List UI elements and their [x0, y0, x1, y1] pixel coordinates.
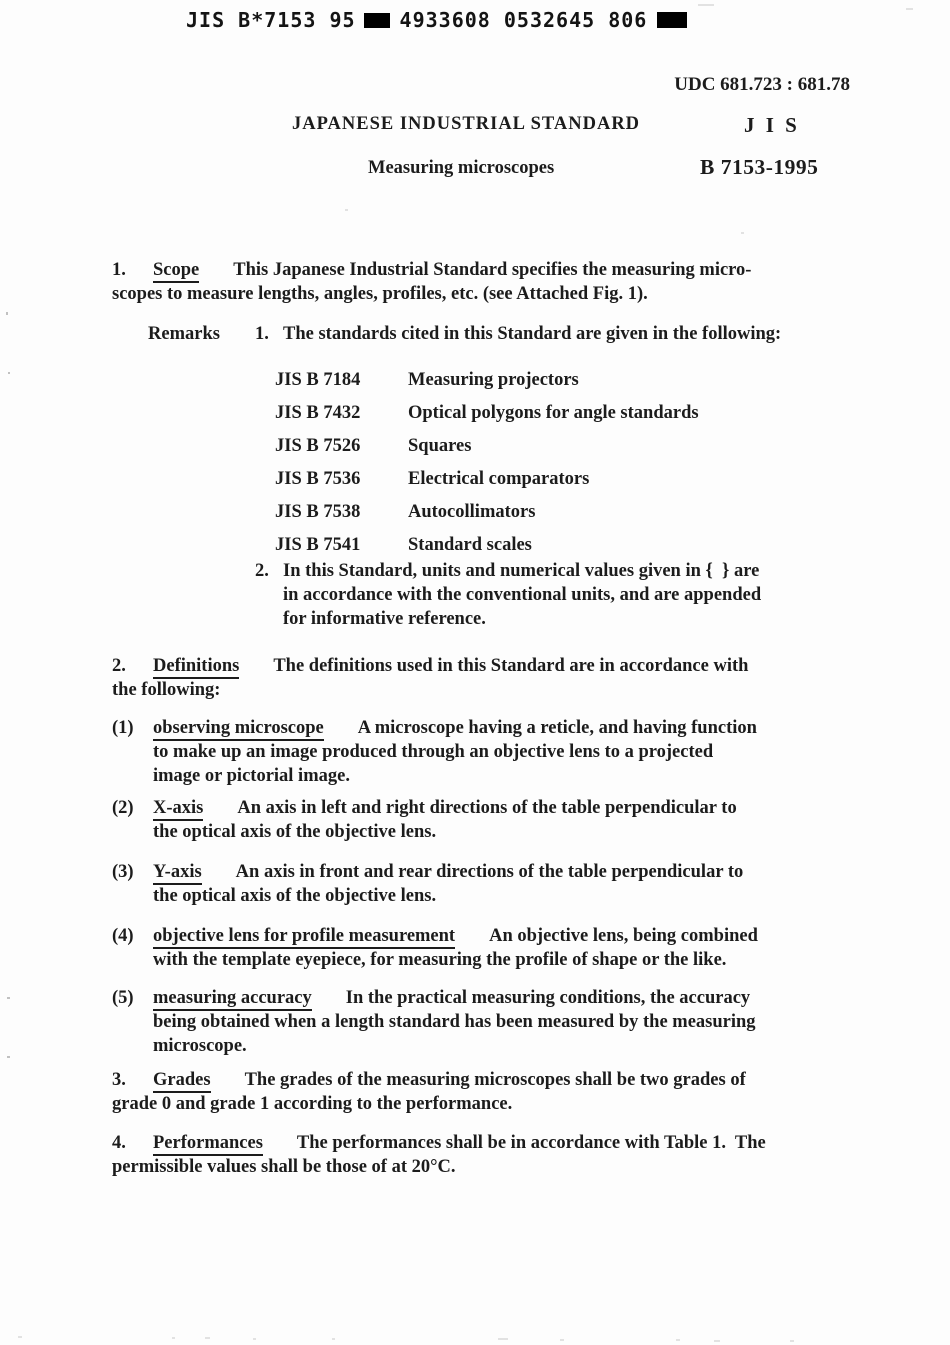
- scan-header-left-code: JIS B*7153 95: [186, 8, 356, 32]
- page-title: Measuring microscopes: [368, 158, 555, 178]
- section-text: The grades of the measuring microscopes shall be two grades of: [244, 1070, 746, 1090]
- item-number: (2): [112, 798, 134, 818]
- item-number: (1): [112, 718, 134, 738]
- standard-code: JIS B 7541: [275, 535, 361, 555]
- list-item: [275, 496, 699, 529]
- defined-term: observing microscope: [153, 718, 324, 741]
- scan-speck: [205, 1337, 210, 1339]
- scan-speck: [741, 232, 744, 234]
- remark-text: for informative reference.: [283, 609, 486, 629]
- section-text: The performances shall be in accordance with Table 1. The: [296, 1133, 766, 1153]
- remarks-item-2: [255, 559, 761, 631]
- section-text: scopes to measure lengths, angles, profiles, etc. (see Attached Fig. 1).: [112, 284, 648, 304]
- standard-title: Autocollimators: [408, 502, 536, 522]
- item-number: (5): [112, 988, 134, 1008]
- scan-speck: [332, 1338, 335, 1340]
- standard-label: JAPANESE INDUSTRIAL STANDARD: [292, 114, 641, 134]
- definition-item-3: [112, 860, 743, 908]
- remarks-label: Remarks: [148, 324, 220, 344]
- definition-text: to make up an image produced through an objective lens to a projected: [153, 742, 714, 762]
- list-item: [275, 364, 699, 397]
- standard-title: Optical polygons for angle standards: [408, 403, 699, 423]
- definition-item-4: [112, 924, 758, 972]
- definition-item-1: [112, 716, 757, 788]
- defined-term: measuring accuracy: [153, 988, 312, 1011]
- scan-speck: [498, 1338, 508, 1340]
- scan-speck: [790, 1340, 794, 1342]
- section-number: 2.: [112, 656, 126, 676]
- scan-speck: [172, 1337, 175, 1339]
- definition-item-5: [112, 986, 756, 1058]
- remark-text: In this Standard, units and numerical values given in { } are: [283, 561, 760, 581]
- section-definitions: [112, 654, 748, 702]
- section-heading: Performances: [153, 1133, 263, 1156]
- section-text: grade 0 and grade 1 according to the performance.: [112, 1094, 513, 1114]
- scan-header-right-code: 4933608 0532645 806: [399, 8, 648, 32]
- standard-code: JIS B 7432: [275, 403, 361, 423]
- section-heading: Scope: [153, 260, 199, 283]
- item-number: (4): [112, 926, 134, 946]
- standard-code: JIS B 7538: [275, 502, 361, 522]
- scan-speck: [698, 4, 714, 6]
- definition-text: with the template eyepiece, for measuring the profile of shape or the like.: [153, 950, 727, 970]
- section-heading: Definitions: [153, 656, 239, 679]
- standard-title: Standard scales: [408, 535, 532, 555]
- section-performances: [112, 1131, 766, 1179]
- remark-number: 2.: [255, 561, 269, 581]
- udc-classification: UDC 681.723 : 681.78: [674, 74, 850, 95]
- scan-speck: [345, 209, 348, 211]
- standard-title: Measuring projectors: [408, 370, 579, 390]
- section-number: 3.: [112, 1070, 126, 1090]
- defined-term: Y-axis: [153, 862, 202, 885]
- standard-title: Squares: [408, 436, 472, 456]
- scan-header-line: [186, 8, 687, 32]
- definition-text: being obtained when a length standard has been measured by the measuring: [153, 1012, 756, 1032]
- definition-item-2: [112, 796, 737, 844]
- remark-text: in accordance with the conventional units, and are appended: [283, 585, 762, 605]
- standard-code: JIS B 7536: [275, 469, 361, 489]
- list-item: [275, 430, 699, 463]
- defined-term: X-axis: [153, 798, 203, 821]
- remarks-item-1: [148, 322, 781, 346]
- section-heading: Grades: [153, 1070, 211, 1093]
- filled-block-icon: [364, 13, 390, 28]
- list-item: [275, 529, 699, 562]
- standard-title: Electrical comparators: [408, 469, 590, 489]
- remark-number: 1.: [255, 324, 269, 344]
- definition-text: An axis in left and right directions of the table perpendicular to: [237, 798, 737, 818]
- remark-text: The standards cited in this Standard are given in the following:: [283, 324, 782, 344]
- scan-speck: [560, 1339, 564, 1341]
- definition-text: microscope.: [153, 1036, 247, 1056]
- defined-term: objective lens for profile measurement: [153, 926, 455, 949]
- standard-code: JIS B 7526: [275, 436, 361, 456]
- scan-speck: [676, 1339, 680, 1341]
- standard-code: JIS B 7184: [275, 370, 361, 390]
- section-text: permissible values shall be those of at 20°C.: [112, 1157, 456, 1177]
- document-number: B 7153-1995: [700, 155, 819, 179]
- org-abbreviation: J I S: [744, 113, 800, 137]
- definition-text: In the practical measuring conditions, the accuracy: [345, 988, 751, 1008]
- definition-text: the optical axis of the objective lens.: [153, 822, 437, 842]
- definition-text: the optical axis of the objective lens.: [153, 886, 437, 906]
- item-number: (3): [112, 862, 134, 882]
- section-text: the following:: [112, 680, 221, 700]
- definition-text: An axis in front and rear directions of the table perpendicular to: [235, 862, 744, 882]
- scan-speck: [906, 8, 913, 10]
- section-text: This Japanese Industrial Standard specifies the measuring micro-: [233, 260, 752, 280]
- scan-speck: [7, 997, 10, 999]
- section-number: 4.: [112, 1133, 126, 1153]
- scan-speck: [714, 1340, 720, 1342]
- section-grades: [112, 1068, 746, 1116]
- scan-speck: [8, 372, 10, 374]
- section-scope: [112, 258, 751, 306]
- scan-speck: [7, 1056, 10, 1058]
- scan-speck: [18, 1336, 22, 1338]
- cited-standards-list: [275, 364, 699, 562]
- scan-speck: [253, 1338, 256, 1340]
- scan-speck: [6, 312, 8, 315]
- definition-text: image or pictorial image.: [153, 766, 350, 786]
- section-number: 1.: [112, 260, 126, 280]
- filled-block-icon: [657, 12, 687, 28]
- list-item: [275, 397, 699, 430]
- section-text: The definitions used in this Standard are in accordance with: [273, 656, 749, 676]
- list-item: [275, 463, 699, 496]
- definition-text: A microscope having a reticle, and having function: [357, 718, 757, 738]
- definition-text: An objective lens, being combined: [489, 926, 758, 946]
